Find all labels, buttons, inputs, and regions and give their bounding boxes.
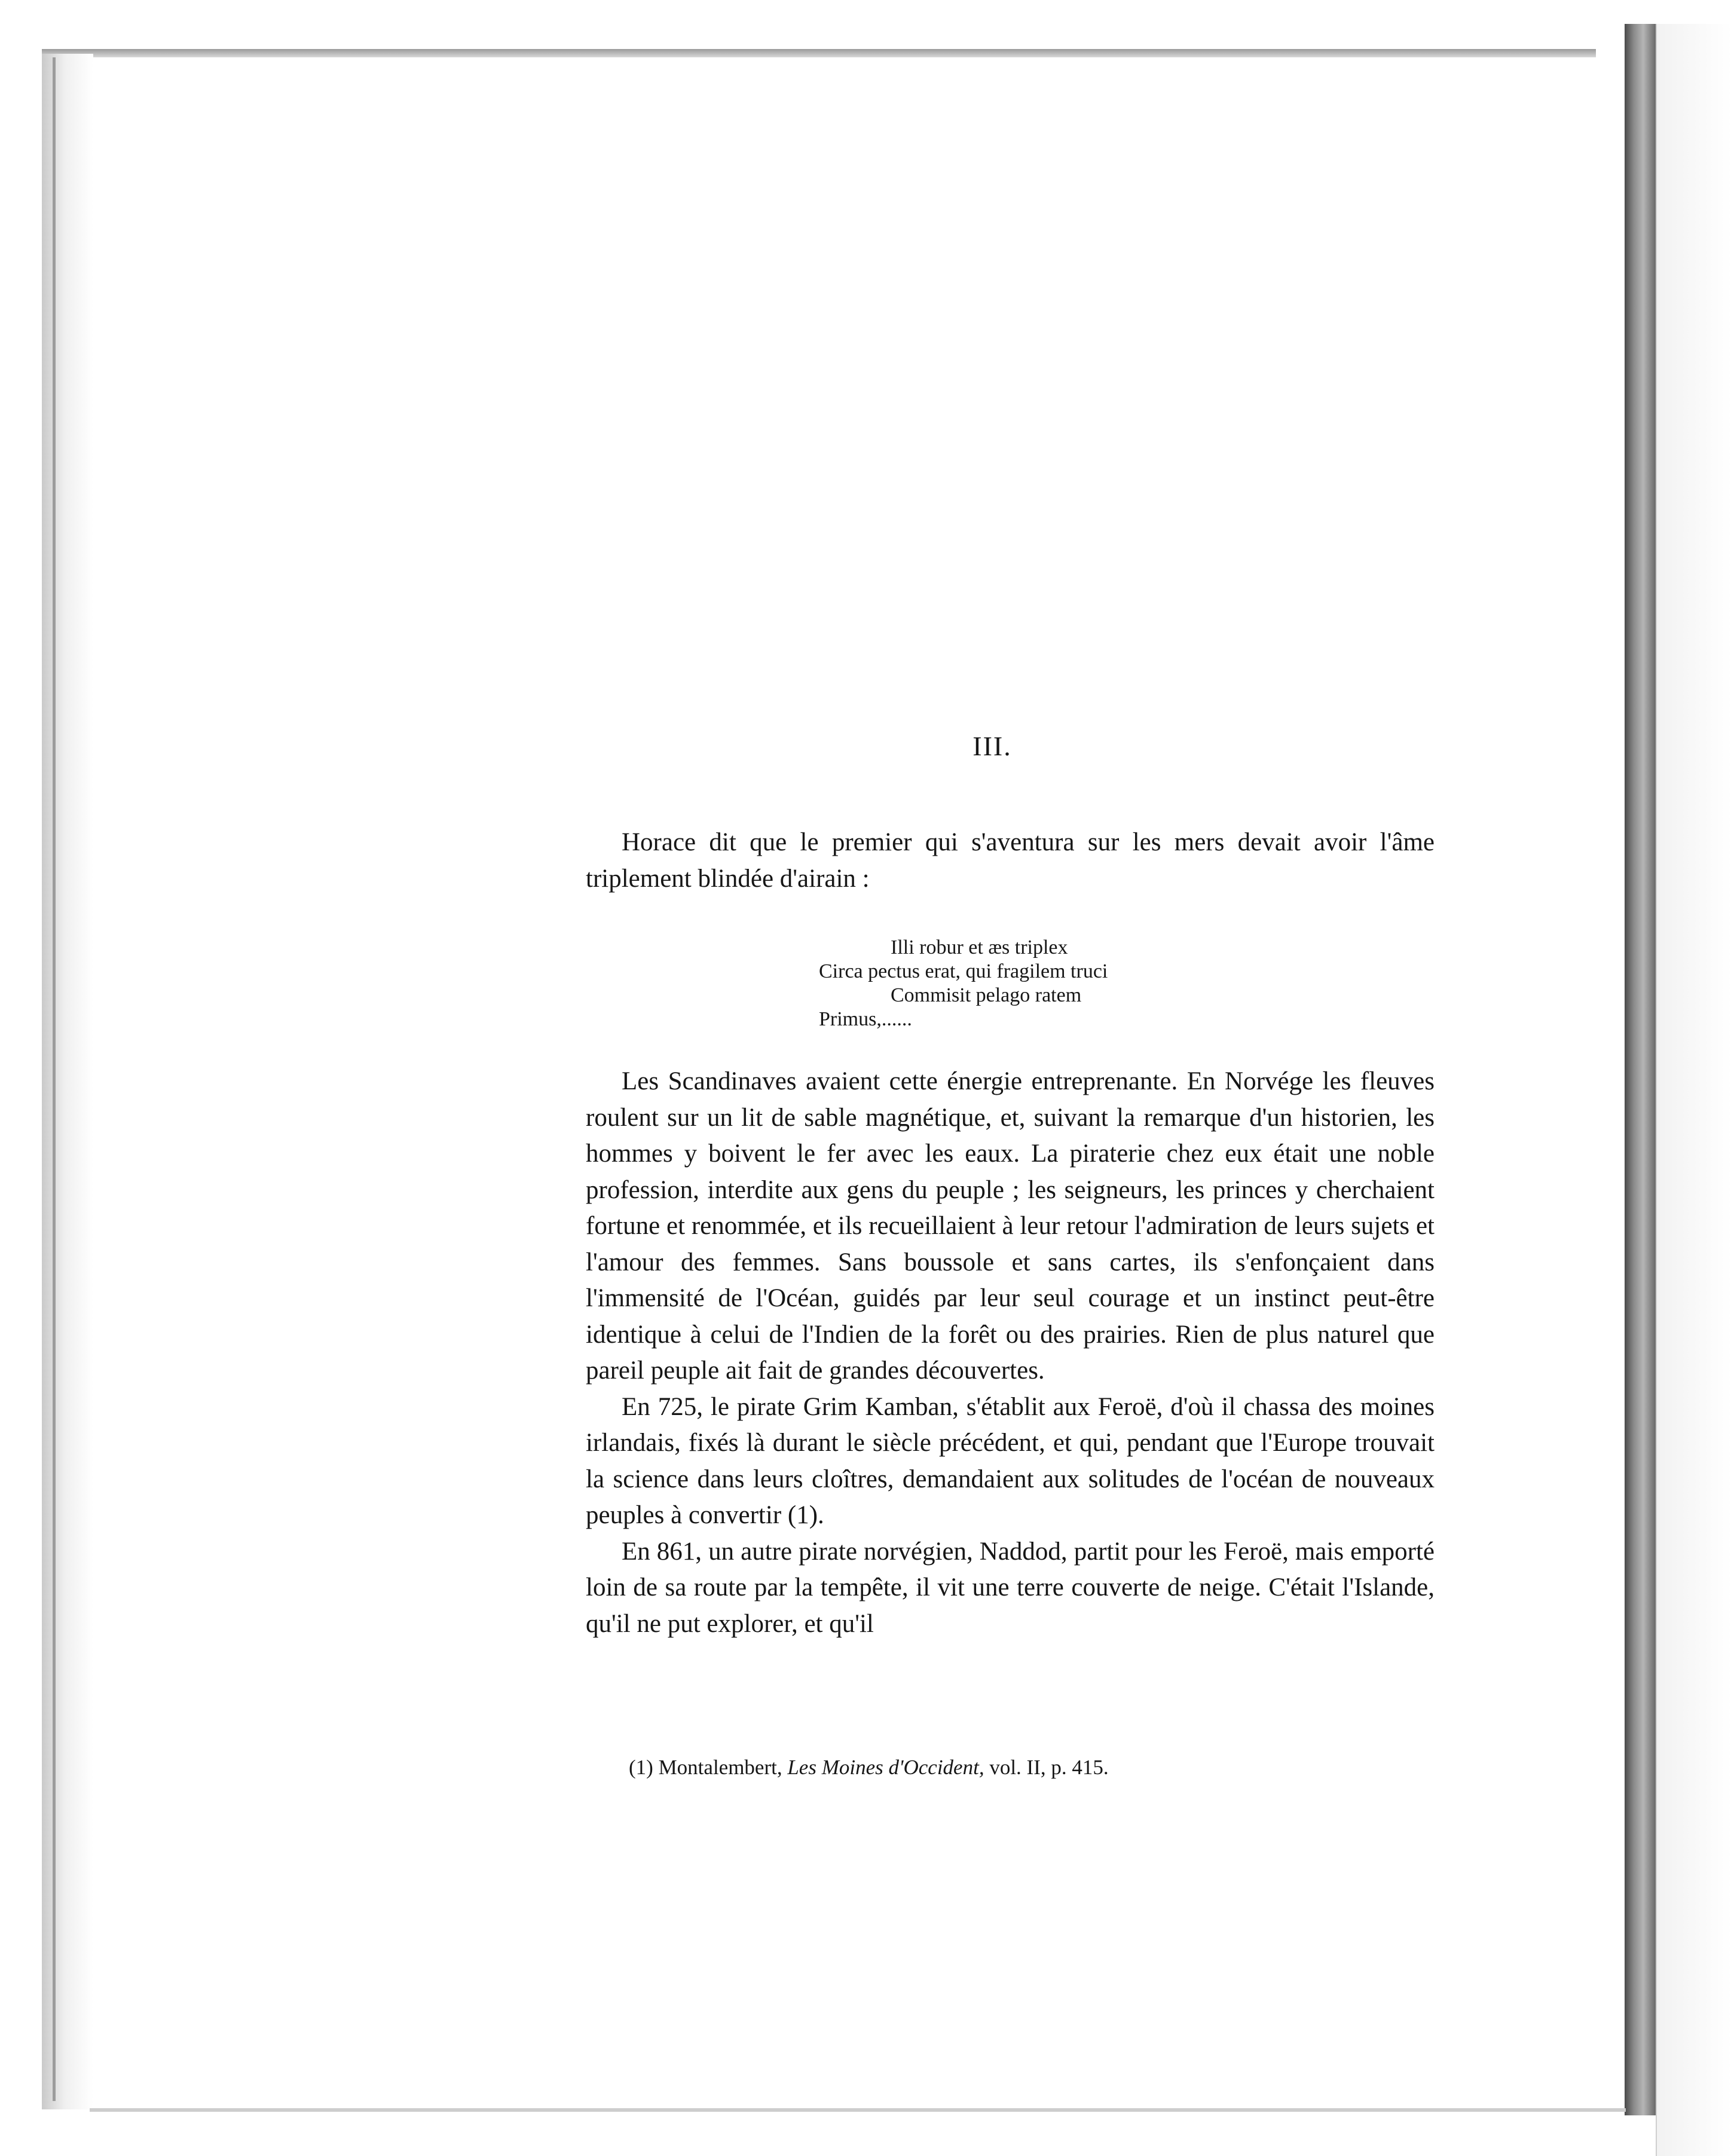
body-text <box>586 1064 1435 1642</box>
paragraph-naddod: En 861, un autre pirate norvégien, Naddod, partit pour les Feroë, mais emporté loin de sa route par la tempête, il vit une terre couverte de neige. C'était l'Islande, qu'il ne put explorer, et qu'il <box>586 1537 1435 1638</box>
footnote-author: Montalembert, <box>658 1756 782 1779</box>
verse-line: Primus,...... <box>819 1008 912 1030</box>
footnote <box>629 1754 1406 1781</box>
footnote-reference: vol. II, p. 415. <box>989 1756 1109 1779</box>
footnote-title: Les Moines d'Occident, <box>787 1756 984 1779</box>
intro-paragraph: Horace dit que le premier qui s'aventura sur les mers devait avoir l'âme triplement blindée d'airain : <box>586 828 1435 893</box>
footnote-marker: (1) <box>629 1756 653 1779</box>
paragraph-grim-kamban: En 725, le pirate Grim Kamban, s'établit aux Feroë, d'où il chassa des moines irlandais, fixés là durant le siècle précédent, et qui, pendant que l'Europe trouvait la science dans leurs cloîtres, demandaient aux solitudes de l'océan de nouveaux peuples à convertir (1). <box>586 1392 1435 1529</box>
verse-line: Circa pectus erat, qui fragilem truci <box>819 960 1108 982</box>
verse-line: Commisit pelago ratem <box>891 984 1082 1006</box>
latin-verse <box>819 936 1201 1031</box>
paragraph-scandinaves: Les Scandinaves avaient cette énergie entreprenante. En Norvége les fleuves roulent sur un lit de sable magnétique, et, suivant la remarque d'un historien, les hommes y boivent le fer avec les eaux. La piraterie chez eux était une noble profession, interdite aux gens du peuple ; les seigneurs, les princes y cherchaient fortune et renommée, et ils recueillaient à leur retour l'admiration de leurs sujets et l'amour des femmes. Sans boussole et sans cartes, ils s'enfonçaient dans l'immensité de l'Océan, guidés par leur seul courage et un instinct peut-être identique à celui de l'Indien de la forêt ou des prairies. Rien de plus naturel que pareil peuple ait fait de grandes découvertes. <box>586 1067 1435 1385</box>
verse-line: Illi robur et æs triplex <box>891 936 1068 958</box>
intro-block <box>586 825 1435 897</box>
section-heading: III. <box>972 731 1012 761</box>
